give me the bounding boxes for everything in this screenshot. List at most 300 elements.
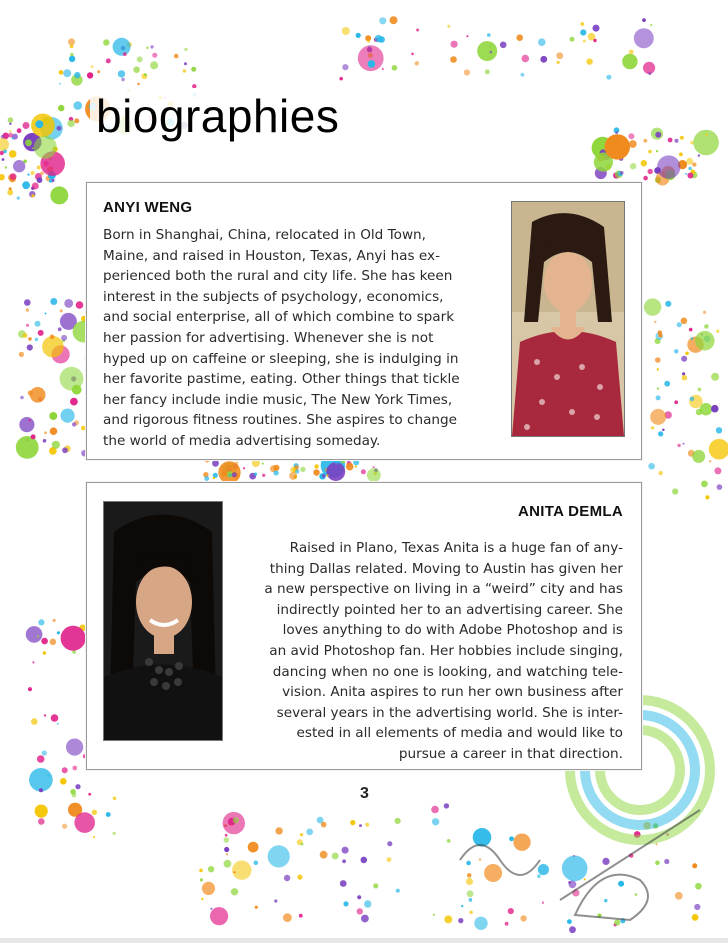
paint-drop — [615, 131, 618, 134]
paint-drop — [35, 120, 43, 128]
paint-drop — [538, 864, 549, 875]
paint-drop — [682, 375, 688, 381]
paint-drop — [692, 162, 696, 166]
paint-drop — [137, 56, 143, 62]
paint-drop — [469, 898, 473, 902]
paint-drop — [221, 471, 227, 477]
paint-drop — [30, 387, 46, 403]
paint-drop — [57, 126, 62, 131]
paint-drop — [50, 298, 57, 305]
paint-drop — [364, 900, 371, 907]
paint-drop — [361, 915, 369, 923]
paint-drop — [392, 65, 398, 71]
bio-name: ANYI WENG — [103, 199, 193, 216]
paint-drop — [668, 138, 673, 143]
paint-drop — [698, 388, 702, 392]
paint-drop — [51, 714, 59, 722]
paint-drop — [146, 47, 149, 50]
paint-drop — [681, 318, 688, 325]
paint-drop — [64, 299, 73, 308]
bio-line: an avid Photoshop fan. Her hobbies include singing, — [269, 642, 623, 659]
paint-drop — [326, 462, 345, 481]
paint-drop — [28, 390, 33, 395]
paint-drop — [659, 471, 663, 475]
paint-drop — [273, 470, 278, 475]
paint-drop — [25, 139, 32, 146]
paint-drop — [43, 161, 48, 166]
paint-drop — [490, 51, 493, 54]
paint-drop — [254, 473, 257, 476]
paint-drop — [199, 869, 203, 873]
paint-drop — [444, 803, 449, 808]
paint-drop — [522, 55, 530, 63]
paint-drop — [390, 16, 398, 24]
paint-drop — [44, 431, 47, 434]
paint-drop — [584, 878, 586, 880]
paint-drop — [47, 775, 49, 777]
paint-drop — [2, 158, 5, 161]
paint-drop — [705, 495, 709, 499]
paint-drop — [466, 861, 471, 866]
paint-drop — [39, 788, 43, 792]
paint-drop — [113, 832, 116, 835]
paint-drop — [72, 766, 77, 771]
bio-line: and social enterprise, all of which combine to spark — [103, 309, 455, 326]
paint-drop — [7, 190, 13, 196]
paint-drop — [588, 33, 596, 41]
paint-drop — [570, 37, 575, 42]
paint-drop — [57, 723, 59, 725]
paint-drop — [387, 857, 392, 862]
paint-drop — [379, 17, 386, 24]
paint-drop — [42, 750, 47, 755]
paint-drop — [60, 778, 67, 785]
paint-drop — [225, 834, 228, 837]
paint-drop — [133, 66, 140, 73]
paint-drop — [51, 447, 53, 449]
paint-drop — [58, 105, 64, 111]
paint-drop — [709, 439, 728, 460]
paint-drop — [62, 824, 67, 829]
paint-drop — [704, 324, 709, 329]
paint-drop — [485, 69, 490, 74]
paint-drop — [450, 56, 457, 63]
paint-drop — [703, 311, 706, 314]
bio-line: the world of media advertising someday. — [103, 432, 381, 449]
paint-drop — [208, 866, 214, 872]
paint-drop — [674, 400, 678, 404]
paint-drop — [677, 444, 680, 447]
paint-drop — [121, 78, 124, 81]
paint-drop — [320, 851, 328, 859]
paint-drop — [297, 875, 302, 880]
paint-drop — [356, 33, 361, 38]
paint-drop — [643, 62, 655, 74]
paint-drop — [655, 861, 660, 866]
paint-drop — [35, 321, 41, 327]
bio-text — [237, 538, 623, 765]
paint-drop — [61, 626, 86, 651]
paint-drop — [53, 619, 56, 622]
paint-drop — [137, 83, 139, 85]
paint-drop — [27, 344, 33, 350]
paint-drop — [642, 18, 646, 22]
paint-drop — [17, 197, 20, 200]
paint-drop — [343, 901, 348, 906]
paint-drop — [213, 477, 215, 479]
paint-drop — [431, 806, 439, 814]
paint-drop — [444, 915, 452, 923]
paint-drop — [26, 626, 43, 643]
paint-drop — [556, 52, 563, 59]
paint-drop — [284, 875, 290, 881]
paint-drop — [361, 857, 368, 864]
paint-drop — [62, 767, 68, 773]
paint-drop — [57, 631, 60, 634]
paint-drop — [28, 337, 32, 341]
paint-drop — [201, 898, 204, 901]
paint-drop — [50, 427, 58, 435]
paint-drop — [32, 147, 34, 149]
paint-drop — [233, 817, 239, 823]
paint-drop — [367, 40, 370, 43]
paint-drop — [580, 22, 584, 26]
paint-drop — [716, 330, 719, 333]
paint-drop — [680, 136, 684, 140]
paint-drop — [59, 83, 61, 85]
paint-drop — [513, 834, 530, 851]
paint-drop — [38, 818, 45, 825]
paint-drop — [605, 134, 630, 159]
paint-drop — [467, 873, 471, 877]
paint-drop — [191, 67, 196, 72]
paint-drop — [516, 34, 523, 41]
paint-drop — [50, 639, 57, 646]
paint-drop — [31, 194, 34, 197]
paint-drop — [651, 426, 654, 429]
paint-drop — [224, 837, 230, 843]
paint-drop — [474, 917, 487, 930]
paint-drop — [664, 859, 669, 864]
page-number: 3 — [354, 785, 375, 803]
paint-drop — [540, 56, 547, 63]
paint-drop — [224, 847, 229, 852]
paint-drop — [150, 61, 158, 69]
paint-drop — [340, 77, 343, 80]
paint-drop — [353, 459, 359, 465]
bio-line: and rigorous fitness routines. She aspires to change — [103, 412, 458, 429]
paint-drop — [656, 150, 658, 152]
bio-line: a new perspective on living in a “weird” city and has — [264, 581, 623, 598]
paint-drop — [556, 61, 559, 64]
paint-drop — [69, 56, 75, 62]
paint-drop — [683, 443, 685, 445]
paint-drop — [342, 27, 350, 35]
paint-drop — [38, 330, 44, 336]
paint-drop — [415, 61, 419, 65]
paint-drop — [690, 397, 695, 402]
paint-drop — [233, 871, 235, 873]
paint-drop — [664, 381, 670, 387]
paint-drop — [602, 858, 609, 865]
bio-line: several years in the advertising world. She is inter- — [276, 704, 623, 721]
paint-drop — [322, 474, 325, 477]
paint-drop — [656, 843, 658, 845]
paint-drop — [373, 466, 375, 468]
paint-drop — [268, 845, 290, 867]
paint-drop — [567, 919, 572, 924]
paint-drop — [301, 843, 304, 846]
bio-line: Maine, and raised in Houston, Texas, Anyi has ex- — [103, 247, 440, 264]
bio-line: interest in the subjects of psychology, economics, — [103, 288, 444, 305]
paint-drop — [97, 70, 100, 73]
paint-drop — [87, 72, 93, 78]
paint-drop — [396, 889, 400, 893]
paint-drop — [648, 150, 652, 154]
paint-drop — [520, 915, 526, 921]
paint-drop — [10, 173, 17, 180]
paint-drop — [37, 635, 39, 637]
paint-drop — [375, 35, 382, 42]
paint-drop — [9, 123, 11, 125]
paint-drop — [31, 171, 35, 175]
paint-drop — [70, 44, 74, 48]
paint-drop — [262, 474, 265, 477]
bio-line: pursue a career in that direction. — [398, 745, 623, 762]
paint-drop — [484, 864, 502, 882]
bio-line: Raised in Plano, Texas Anita is a huge fan of any- — [289, 540, 623, 556]
paint-drop — [630, 163, 636, 169]
paint-drop — [691, 337, 694, 340]
paint-drop — [88, 793, 91, 796]
paint-drop — [231, 888, 238, 895]
paint-drop — [387, 841, 392, 846]
paint-drop — [37, 165, 41, 169]
paint-drop — [70, 789, 76, 795]
paint-drop — [473, 828, 492, 847]
paint-drop — [63, 69, 71, 77]
paint-drop — [618, 881, 624, 887]
paint-drop — [32, 183, 39, 190]
paint-drop — [17, 128, 22, 133]
paint-drop — [489, 45, 492, 48]
bio-line: Born in Shanghai, China, relocated in Old Town, — [103, 227, 426, 243]
paint-drop — [103, 39, 109, 45]
paint-drop — [620, 171, 624, 175]
paint-drop — [692, 914, 699, 921]
paint-drop — [655, 357, 661, 363]
paint-drop — [50, 186, 68, 204]
paint-drop — [466, 35, 468, 37]
paint-drop — [716, 427, 722, 433]
paint-drop — [75, 784, 80, 789]
paint-drop — [361, 469, 366, 474]
paint-drop — [35, 338, 39, 342]
paint-drop — [606, 75, 611, 80]
paint-drop — [60, 309, 63, 312]
paint-drop — [20, 396, 24, 400]
paint-drop — [432, 818, 439, 825]
paint-drop — [93, 836, 95, 838]
paint-drop — [28, 687, 32, 691]
paint-drop — [274, 899, 277, 902]
paint-drop — [509, 836, 514, 841]
paint-drop — [273, 465, 279, 471]
paint-drop — [692, 863, 697, 868]
paint-drop — [283, 913, 292, 922]
paint-drop — [58, 327, 62, 331]
paint-drop — [650, 24, 652, 26]
bio-line: her fancy include indie music, The New York Times, — [103, 391, 453, 408]
paint-drop — [658, 431, 663, 436]
paint-drop — [50, 335, 55, 340]
paint-drop — [254, 861, 259, 866]
paint-drop — [656, 395, 661, 400]
paint-drop — [657, 368, 659, 370]
paint-drop — [19, 417, 34, 432]
paint-drop — [326, 475, 328, 477]
paint-drop — [26, 324, 29, 327]
paint-drop — [49, 412, 57, 420]
paint-drop — [365, 823, 369, 827]
paint-drop — [29, 768, 53, 792]
bio-line: perienced both the rural and city life. She has keen — [103, 268, 453, 285]
paint-drop — [655, 132, 661, 138]
paint-drop — [24, 299, 31, 306]
paint-drop — [411, 53, 414, 56]
paint-drop — [464, 69, 470, 75]
paint-drop — [37, 177, 43, 183]
paint-drop — [687, 173, 693, 179]
paint-drop — [228, 474, 231, 477]
paint-drop — [19, 352, 24, 357]
paint-drop — [635, 893, 638, 896]
paint-drop — [144, 73, 147, 76]
paint-drop — [8, 117, 14, 123]
paint-drop — [368, 60, 376, 68]
paint-drop — [685, 352, 689, 356]
paint-drop — [469, 911, 472, 914]
paint-drop — [705, 133, 707, 135]
paint-drop — [695, 331, 715, 351]
bio-line: dancing when no one is looking, and watching tele- — [272, 663, 623, 680]
paint-drop — [40, 172, 44, 176]
paint-drop — [59, 70, 64, 75]
paint-drop — [275, 827, 282, 834]
paint-drop — [447, 25, 450, 28]
paint-drop — [226, 853, 228, 855]
paint-drop — [654, 321, 656, 323]
paint-drop — [106, 58, 111, 63]
paint-drop — [634, 28, 654, 48]
paint-drop — [698, 154, 700, 156]
paint-drop — [675, 892, 683, 900]
paint-drop — [461, 905, 464, 908]
bio-line: hyped up on caffeine or sleeping, she is indulging in — [103, 350, 459, 367]
paint-drop — [711, 373, 719, 381]
paint-drop — [9, 150, 17, 158]
paint-drop — [76, 301, 84, 309]
paint-drop — [657, 387, 659, 389]
paint-drop — [49, 179, 52, 182]
paint-drop — [643, 176, 648, 181]
paint-drop — [8, 133, 13, 138]
paint-drop — [644, 298, 661, 315]
paint-drop — [212, 460, 219, 467]
paint-drop — [562, 856, 588, 882]
paint-drop — [16, 436, 39, 459]
paint-drop — [23, 333, 28, 338]
paint-drop — [72, 385, 82, 395]
paint-drop — [113, 797, 117, 801]
paint-drop — [12, 137, 14, 139]
paint-drop — [568, 881, 571, 884]
paint-drop — [23, 122, 30, 129]
paint-drop — [62, 447, 68, 453]
paint-drop — [689, 328, 693, 332]
paint-drop — [210, 908, 212, 910]
paint-drop — [593, 25, 600, 32]
paint-drop — [629, 140, 637, 148]
bio-line: ested in all elements of media and would like to — [296, 725, 623, 742]
paint-drop — [38, 619, 44, 625]
bio-card-anita-demla — [86, 482, 642, 770]
paint-drop — [681, 356, 687, 362]
paint-drop — [686, 158, 693, 165]
paint-drop — [367, 468, 381, 482]
paint-drop — [679, 153, 683, 157]
paint-drop — [477, 41, 497, 61]
paint-drop — [321, 822, 327, 828]
paint-drop — [622, 54, 637, 69]
paint-drop — [184, 48, 187, 51]
paint-drop — [210, 907, 228, 925]
paint-drop — [538, 38, 546, 46]
paint-drop — [672, 488, 678, 494]
paint-drop — [711, 405, 719, 413]
paint-drop — [248, 842, 259, 853]
paint-drop — [183, 69, 186, 72]
paint-drop — [67, 120, 74, 127]
paint-drop — [467, 890, 474, 897]
paint-drop — [262, 463, 264, 465]
paint-drop — [583, 40, 586, 43]
paint-drop — [295, 469, 299, 473]
paint-drop — [313, 469, 319, 475]
paint-drop — [123, 52, 127, 56]
paint-drop — [709, 460, 711, 462]
paint-drop — [657, 155, 680, 178]
paint-drop — [152, 53, 157, 58]
paint-drop — [674, 349, 678, 353]
paint-drop — [202, 882, 215, 895]
paint-drop — [677, 322, 682, 327]
paint-drop — [66, 739, 83, 756]
paint-drop — [466, 878, 473, 885]
paint-drop — [658, 330, 663, 335]
paint-drop — [629, 50, 634, 55]
paint-drop — [106, 812, 111, 817]
paint-drop — [74, 812, 95, 833]
paint-drop — [355, 465, 357, 467]
paint-drop — [37, 755, 45, 763]
paint-drop — [586, 58, 592, 64]
paint-drop — [26, 308, 29, 311]
paint-drop — [34, 136, 57, 159]
portrait-photo-anyi — [511, 201, 625, 437]
bio-name: ANITA DEMLA — [518, 503, 623, 520]
paint-drop — [43, 651, 46, 654]
